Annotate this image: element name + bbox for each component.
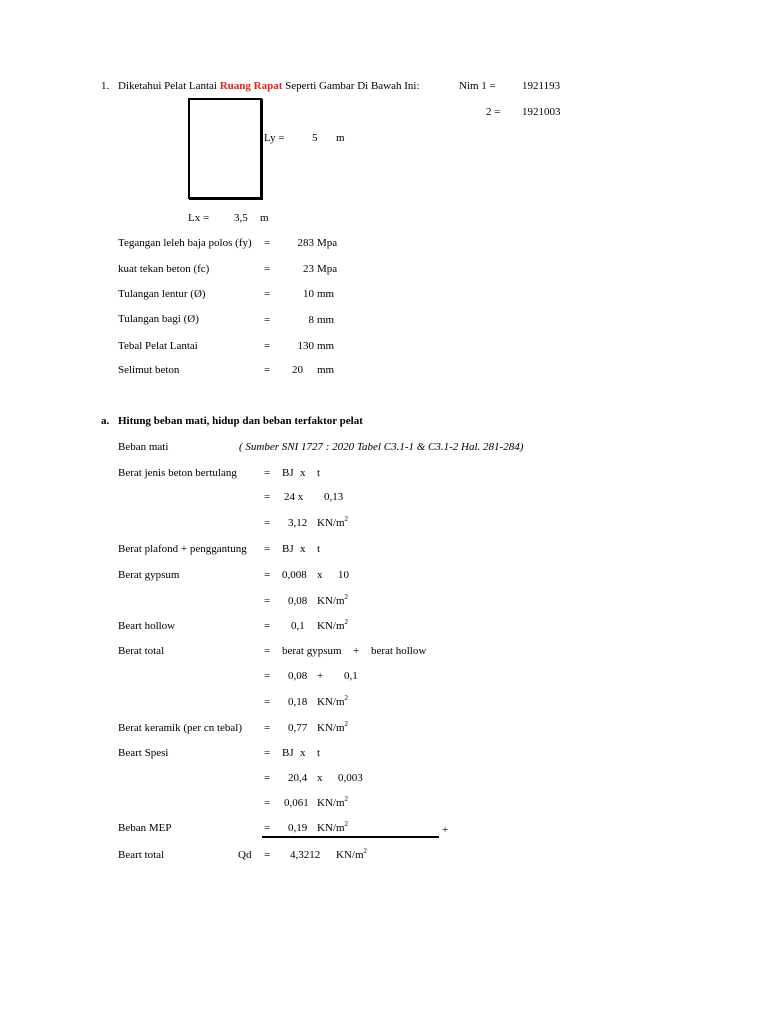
section-title: Hitung beban mati, hidup dan beban terfaktor pelat bbox=[118, 415, 363, 427]
formula-operator: + bbox=[317, 670, 324, 682]
calc-value: 24 x bbox=[284, 491, 304, 503]
formula-term: BJ bbox=[282, 467, 294, 479]
ly-unit: m bbox=[336, 132, 345, 144]
calc-value: 0,1 bbox=[344, 670, 358, 682]
given-label: Tulangan bagi (Ø) bbox=[118, 313, 199, 325]
formula-operator: x bbox=[300, 467, 306, 479]
eq-sign: = bbox=[264, 595, 271, 607]
eq-sign: = bbox=[264, 620, 271, 632]
unit-exponent: 2 bbox=[344, 720, 348, 728]
formula-term: t bbox=[317, 467, 321, 479]
unit-exponent: 2 bbox=[344, 515, 348, 523]
given-label: Tegangan leleh baja polos (fy) bbox=[118, 237, 252, 249]
calc-value: 20,4 bbox=[288, 772, 308, 784]
formula-term: berat gypsum bbox=[282, 645, 342, 657]
intro-highlight: Ruang Rapat bbox=[219, 80, 283, 92]
eq-sign: = bbox=[264, 543, 271, 555]
given-value: 23 bbox=[303, 263, 314, 275]
intro-text-after: Seperti Gambar Di Bawah Ini: bbox=[285, 80, 420, 92]
formula-operator: x bbox=[317, 569, 323, 581]
nim1-label: Nim 1 = bbox=[459, 80, 496, 92]
calc-result: 3,12 bbox=[288, 517, 308, 529]
unit-base: KN/m bbox=[317, 822, 345, 834]
intro-text-before: Diketahui Pelat Lantai bbox=[118, 80, 217, 92]
formula-term: BJ bbox=[282, 543, 294, 555]
calc-result: 0,77 bbox=[288, 722, 308, 734]
calc-label-mep: Beban MEP bbox=[118, 822, 172, 834]
unit-label bbox=[336, 847, 367, 861]
calc-value: 0,13 bbox=[324, 491, 344, 503]
given-eq: = bbox=[264, 314, 271, 326]
unit-base: KN/m bbox=[336, 849, 364, 861]
given-value: 10 bbox=[303, 288, 314, 300]
unit-base: KN/m bbox=[317, 620, 345, 632]
nim1-value: 1921193 bbox=[522, 80, 561, 92]
ly-value: 5 bbox=[312, 132, 318, 144]
eq-sign: = bbox=[264, 491, 271, 503]
unit-exponent: 2 bbox=[344, 694, 348, 702]
given-eq: = bbox=[264, 237, 271, 249]
given-label: Tebal Pelat Lantai bbox=[118, 340, 198, 352]
unit-base: KN/m bbox=[317, 595, 345, 607]
unit-base: KN/m bbox=[317, 797, 345, 809]
eq-sign: = bbox=[264, 670, 271, 682]
unit-exponent: 2 bbox=[344, 618, 348, 626]
eq-sign: = bbox=[264, 569, 271, 581]
unit-exponent: 2 bbox=[344, 820, 348, 828]
given-eq: = bbox=[264, 340, 271, 352]
unit-label bbox=[317, 720, 348, 734]
unit-exponent: 2 bbox=[344, 795, 348, 803]
eq-sign: = bbox=[264, 696, 271, 708]
given-eq: = bbox=[264, 263, 271, 275]
given-unit: mm bbox=[317, 314, 335, 326]
calc-label-beton: Berat jenis beton bertulang bbox=[118, 467, 237, 479]
sum-line bbox=[262, 836, 439, 838]
eq-sign: = bbox=[264, 722, 271, 734]
given-unit: Mpa bbox=[317, 237, 338, 249]
calc-result: 0,19 bbox=[288, 822, 308, 834]
formula-operator: x bbox=[317, 772, 323, 784]
calc-label-hollow: Beart hollow bbox=[118, 620, 176, 632]
calc-label-spesi: Beart Spesi bbox=[118, 747, 169, 759]
unit-label bbox=[317, 515, 348, 529]
unit-label bbox=[317, 593, 348, 607]
eq-sign: = bbox=[264, 517, 271, 529]
calc-value: 0,003 bbox=[338, 772, 363, 784]
calc-label-total: Berat total bbox=[118, 645, 165, 657]
given-label: Selimut beton bbox=[118, 364, 180, 376]
section-letter: a. bbox=[101, 415, 110, 427]
given-value: 20 bbox=[292, 364, 303, 376]
calc-label-plafond: Berat plafond + penggantung bbox=[118, 543, 247, 555]
formula-operator: + bbox=[353, 645, 360, 657]
sum-plus: + bbox=[442, 824, 449, 836]
eq-sign: = bbox=[264, 747, 271, 759]
given-value: 130 bbox=[297, 340, 314, 352]
formula-term: t bbox=[317, 543, 321, 555]
qd-symbol: Qd bbox=[238, 849, 252, 861]
given-unit: mm bbox=[317, 340, 335, 352]
unit-label bbox=[317, 694, 348, 708]
formula-term: berat hollow bbox=[371, 645, 427, 657]
slab-diagram bbox=[188, 98, 262, 199]
calc-value: 0,008 bbox=[282, 569, 307, 581]
given-unit: mm bbox=[317, 288, 335, 300]
eq-sign: = bbox=[264, 772, 271, 784]
eq-sign: = bbox=[264, 467, 271, 479]
calc-label-qd: Beart total bbox=[118, 849, 165, 861]
given-label: kuat tekan beton (fc) bbox=[118, 263, 210, 275]
given-value: 283 bbox=[297, 237, 314, 249]
calc-label-gypsum: Berat gypsum bbox=[118, 569, 180, 581]
source-reference: ( Sumber SNI 1727 : 2020 Tabel C3.1-1 & C3.1-2 Hal. 281-284) bbox=[239, 441, 524, 453]
problem-intro bbox=[118, 81, 420, 92]
calc-result: 0,1 bbox=[291, 620, 305, 632]
problem-number: 1. bbox=[101, 80, 110, 92]
unit-label bbox=[317, 795, 348, 809]
calc-value: 0,08 bbox=[288, 670, 308, 682]
lx-unit: m bbox=[260, 212, 269, 224]
given-value: 8 bbox=[308, 314, 314, 326]
eq-sign: = bbox=[264, 822, 271, 834]
unit-exponent: 2 bbox=[363, 847, 367, 855]
nim2-label: 2 = bbox=[486, 106, 501, 118]
given-eq: = bbox=[264, 364, 271, 376]
lx-value: 3,5 bbox=[234, 212, 248, 224]
eq-sign: = bbox=[264, 645, 271, 657]
nim2-value: 1921003 bbox=[522, 106, 561, 118]
ly-label: Ly = bbox=[264, 132, 285, 144]
lx-label: Lx = bbox=[188, 212, 210, 224]
calc-result: 0,061 bbox=[284, 797, 309, 809]
calc-value: 10 bbox=[338, 569, 349, 581]
eq-sign: = bbox=[264, 797, 271, 809]
given-unit: mm bbox=[317, 364, 335, 376]
eq-sign: = bbox=[264, 849, 271, 861]
formula-term: BJ bbox=[282, 747, 294, 759]
qd-value: 4,3212 bbox=[290, 849, 321, 861]
calc-result: 0,08 bbox=[288, 595, 308, 607]
formula-operator: x bbox=[300, 747, 306, 759]
given-eq: = bbox=[264, 288, 271, 300]
unit-exponent: 2 bbox=[344, 593, 348, 601]
unit-label bbox=[317, 820, 348, 834]
given-label: Tulangan lentur (Ø) bbox=[118, 288, 206, 300]
unit-base: KN/m bbox=[317, 696, 345, 708]
formula-operator: x bbox=[300, 543, 306, 555]
calc-label-keramik: Berat keramik (per cn tebal) bbox=[118, 722, 242, 734]
formula-term: t bbox=[317, 747, 321, 759]
unit-label bbox=[317, 618, 348, 632]
beban-mati-label: Beban mati bbox=[118, 441, 169, 453]
unit-base: KN/m bbox=[317, 517, 345, 529]
given-unit: Mpa bbox=[317, 263, 338, 275]
unit-base: KN/m bbox=[317, 722, 345, 734]
calc-result: 0,18 bbox=[288, 696, 308, 708]
